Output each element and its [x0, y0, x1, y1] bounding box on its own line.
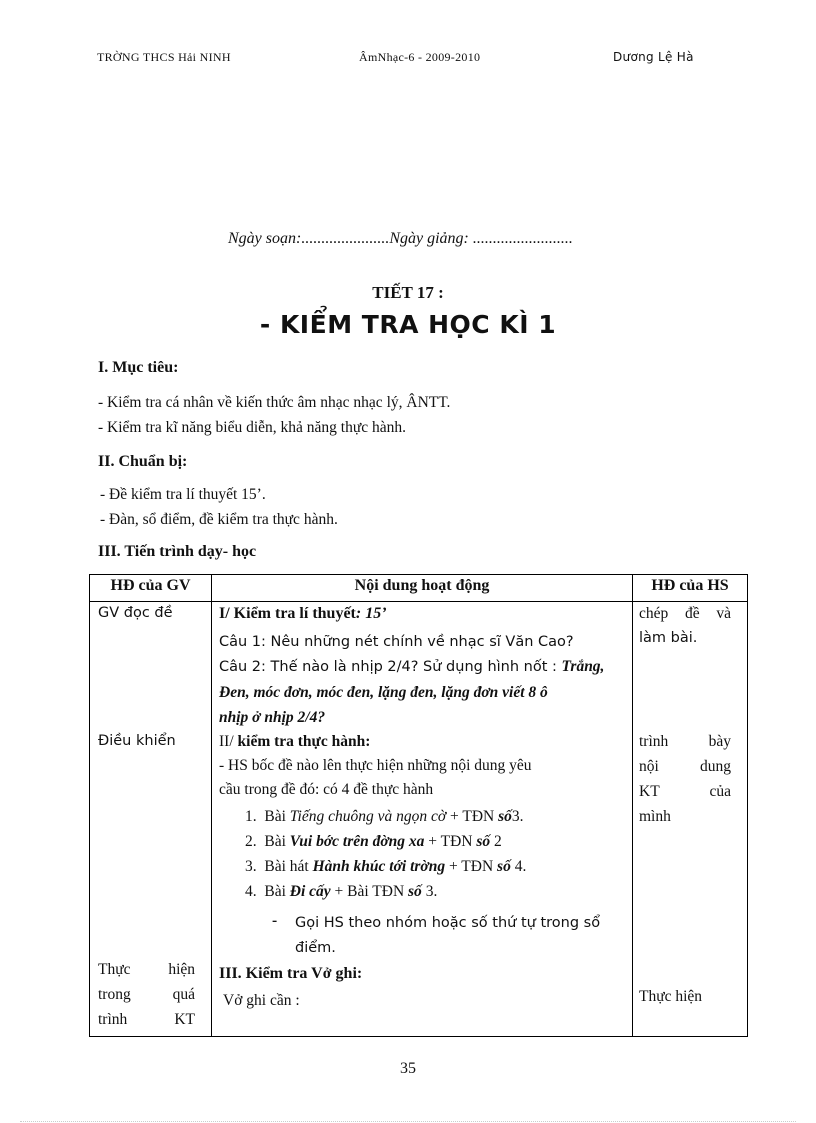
item-mid: + TĐN [446, 808, 499, 825]
lesson-title: - KIỂM TRA HỌC KÌ 1 [259, 310, 557, 339]
header-subject-year: ÂmNhạc-6 - 2009-2010 [359, 50, 481, 64]
hs-word: KT [639, 783, 660, 800]
item-number: 4. [245, 883, 257, 900]
item-number: 3. [245, 858, 257, 875]
gv-perform-line1 [98, 961, 195, 979]
item-song: Đi cấy [289, 883, 331, 900]
call-students-2: điểm. [295, 940, 336, 956]
gv-word: Thực [98, 961, 131, 978]
table-header-row [90, 575, 748, 602]
item-so: số [498, 808, 512, 825]
practice-intro-2: cầu trong đề đó: có 4 đề thực hành [219, 781, 434, 798]
hs-word: bày [708, 733, 731, 750]
item-number: 2. [245, 833, 257, 850]
theory-heading [219, 605, 387, 623]
hs-word: trình [639, 733, 669, 750]
item-mid: + Bài TĐN [330, 883, 409, 900]
hs-present-line1 [639, 733, 731, 751]
preparation-heading: II. Chuẩn bị: [98, 453, 188, 470]
hs-word: và [716, 605, 731, 622]
hs-word: nội [639, 758, 659, 775]
objective-item-1: - Kiểm tra cá nhân về kiến thức âm nhạc nhạc lý, ÂNTT. [98, 394, 451, 411]
lesson-period: TIẾT 17 : [372, 283, 444, 302]
question-1: Câu 1: Nêu những nét chính về nhạc sĩ Văn Cao? [219, 634, 574, 650]
gv-perform-line3 [98, 1011, 195, 1029]
notebook-heading: III. Kiểm tra Vở ghi: [219, 965, 363, 982]
item-mid: + TĐN [424, 833, 477, 850]
hs-copy-line1 [639, 605, 731, 623]
item-so: số [476, 833, 491, 850]
header-teacher: Dương Lệ Hà [613, 50, 694, 64]
objective-item-2: - Kiểm tra kĩ năng biểu diễn, khả năng thực hành. [98, 419, 406, 436]
objectives-heading: I. Mục tiêu: [98, 359, 179, 376]
header-content: Nội dung hoạt động [212, 575, 633, 602]
hs-word: dung [700, 758, 731, 775]
practice-intro-1: - HS bốc đề nào lên thực hiện những nội dung yêu [219, 757, 532, 774]
table-row [90, 602, 748, 1037]
hs-present-line2 [639, 758, 731, 776]
hs-word: chép [639, 605, 669, 622]
gv-perform-line2 [98, 986, 195, 1004]
page-number: 35 [400, 1060, 416, 1077]
content-column [212, 602, 633, 1037]
gv-word: trình [98, 1011, 128, 1028]
gv-word: hiện [168, 961, 195, 978]
gv-column [90, 602, 212, 1037]
notebook-text: Vở ghi cần : [223, 992, 300, 1009]
question-2-line2: Đen, móc đơn, móc đen, lặng đen, lặng đơn viết 8 ô [219, 684, 548, 701]
header-hs: HĐ của HS [633, 575, 748, 602]
hs-column [633, 602, 748, 1037]
question-2-line3: nhịp ở nhịp 2/4? [219, 709, 326, 726]
gv-word: KT [174, 1011, 195, 1028]
item-num: 3. [421, 883, 438, 900]
item-so: số [408, 883, 422, 900]
preparation-item-2: - Đàn, sổ điểm, đề kiểm tra thực hành. [100, 511, 338, 528]
item-song: Hành khúc tới trờng [312, 858, 446, 875]
item-number: 1. [245, 808, 257, 825]
theory-label: I/ Kiểm tra lí thuyết [219, 605, 356, 622]
item-num: 2 [490, 833, 502, 850]
practice-item-3 [245, 858, 526, 876]
hs-word: của [709, 783, 731, 800]
header-school: TRỜNG THCS Hải NINH [97, 50, 231, 64]
practice-item-2 [245, 833, 502, 851]
practice-item-4 [245, 883, 437, 901]
dates-line: Ngày soạn:......................Ngày giảng: ......................... [228, 230, 573, 247]
item-song: Tiếng chuông và ngọn cờ [289, 808, 447, 825]
lesson-activity-table [89, 574, 748, 1037]
item-prefix: Bài [264, 808, 290, 825]
item-prefix: Bài hát [264, 858, 313, 875]
item-so: số [497, 858, 511, 875]
question-2-line1 [219, 658, 604, 676]
item-num: 4. [510, 858, 527, 875]
question-2-text: Câu 2: Thế nào là nhịp 2/4? Sử dụng hình nốt : [219, 659, 562, 675]
process-heading: III. Tiến trình dạy- học [98, 543, 257, 560]
bullet-marker: - [272, 912, 278, 929]
item-song: Vui bớc trên đờng xa [289, 833, 425, 850]
hs-present-line3 [639, 783, 731, 801]
hs-perform: Thực hiện [639, 988, 703, 1005]
item-num: 3. [511, 808, 524, 825]
item-prefix: Bài [264, 883, 290, 900]
gv-read-exam: GV đọc đề [98, 605, 173, 621]
header-gv: HĐ của GV [90, 575, 212, 602]
preparation-item-1: - Đề kiểm tra lí thuyết 15’. [100, 486, 266, 503]
practice-heading [219, 733, 370, 751]
call-students-1: Gọi HS theo nhóm hoặc số thứ tự trong sổ [295, 915, 601, 931]
item-mid: + TĐN [445, 858, 498, 875]
practice-label: kiểm tra thực hành: [237, 733, 371, 750]
practice-item-1 [245, 808, 524, 826]
gv-control: Điều khiển [98, 733, 176, 749]
practice-prefix: II/ [219, 733, 238, 750]
footer-divider [20, 1121, 796, 1122]
gv-word: trong [98, 986, 131, 1003]
hs-present-line4: mình [639, 808, 671, 825]
item-prefix: Bài [264, 833, 290, 850]
theory-time: : 15’ [355, 605, 387, 622]
hs-copy-line2: làm bài. [639, 630, 698, 646]
question-2-notes: Trắng, [561, 658, 605, 675]
gv-word: quá [172, 986, 195, 1003]
hs-word: đề [684, 605, 700, 622]
